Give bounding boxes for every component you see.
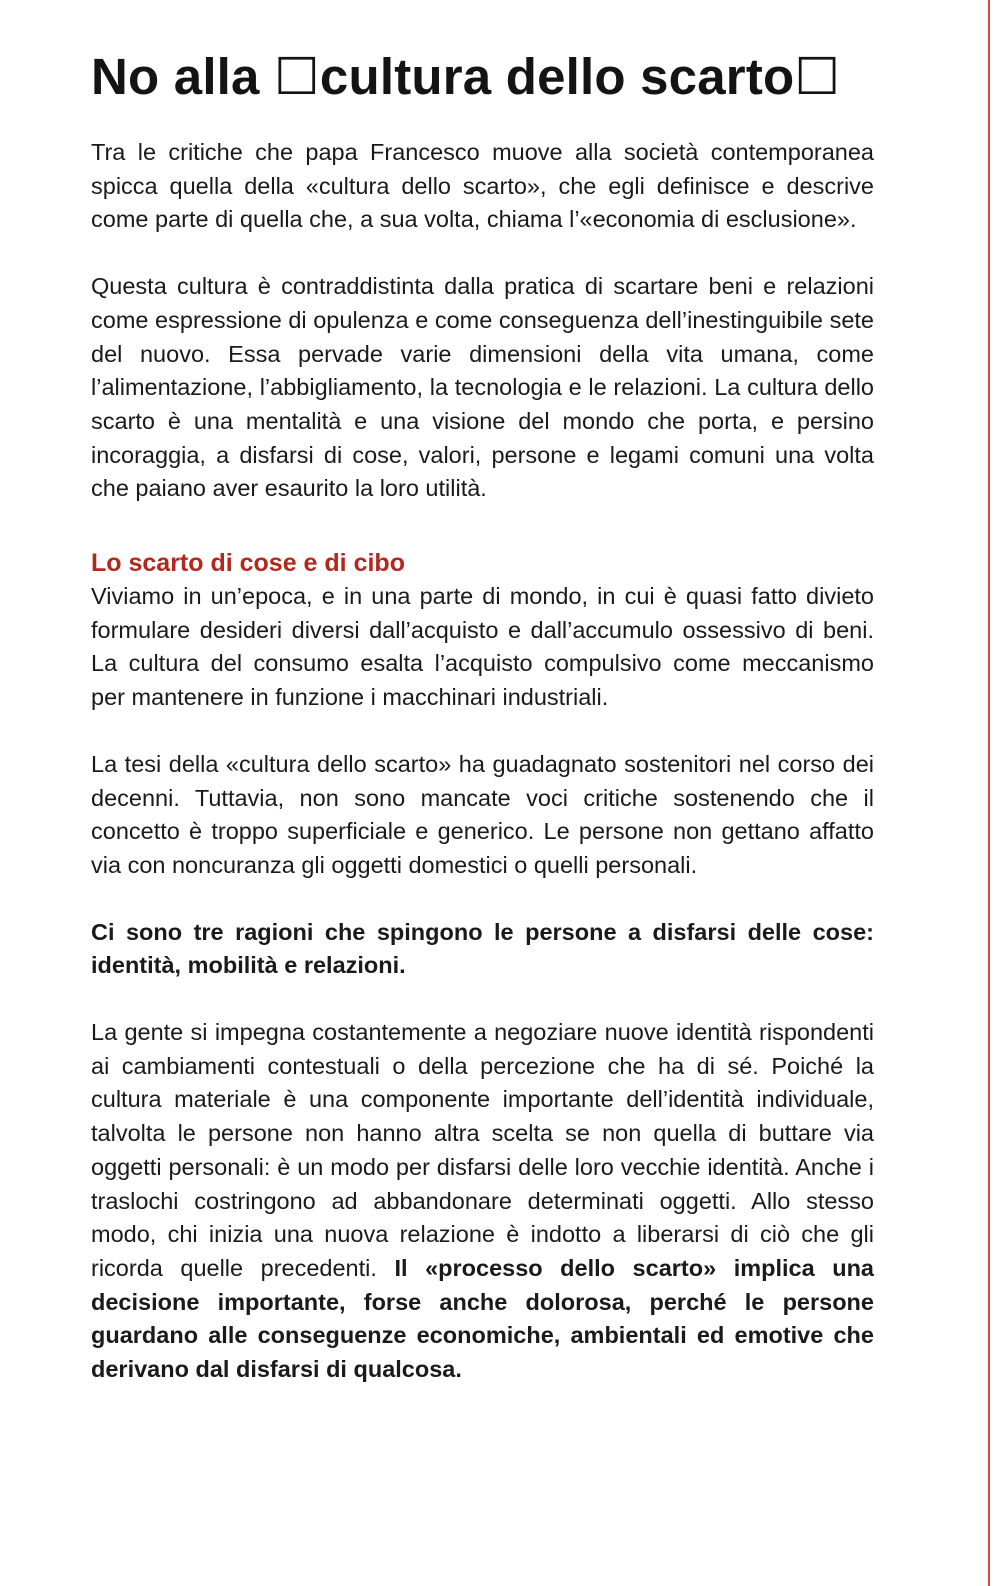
bold-statement: Ci sono tre ragioni che spingono le persone a disfarsi delle cose: identità, mobilità e relazioni. [91, 918, 874, 979]
intro-paragraph-2: Questa cultura è contraddistinta dalla pratica di scartare beni e relazioni come espressione di opulenza e come conseguenza dell’inestinguibile sete del nuovo. Essa pervade varie dimensioni della vita umana, come l’alimentazione, l’abbigliamento, la tecnologia e le relazioni. La cultura dello scarto è una mentalità e una visione del mondo che porta, e persino incoraggia, a disfarsi di cose, valori, persone e legami comuni una volta che paiano aver esaurito la loro utilità. [91, 273, 874, 502]
page-edge-rule [988, 0, 990, 1586]
final-paragraph-regular: La gente si impegna costantemente a negoziare nuove identità rispondenti ai cambiamenti contestuali o della percezione che ha di sé. Poiché la cultura materiale è una componente importante dell’identità individuale, talvolta le persone non hanno altra scelta se non quella di buttare via oggetti personali: è un modo per disfarsi delle loro vecchie identità. Anche i traslochi costringono ad abbandonare determinati oggetti. Allo stesso modo, chi inizia una nuova relazione è indotto a liberarsi di ciò che gli ricorda quelle precedenti. [91, 1019, 874, 1281]
intro-paragraph-1: Tra le critiche che papa Francesco muove alla società contemporanea spicca quella della «cultura dello scarto», che egli definisce e descrive come parte di quella che, a sua volta, chiama l’«economia di esclusione». [91, 139, 874, 233]
article-title: No alla ☐cultura dello scarto☐ [91, 48, 841, 105]
section-paragraph-2: La tesi della «cultura dello scarto» ha guadagnato sostenitori nel corso dei decenni. Tuttavia, non sono mancate voci critiche sostenendo che il concetto è troppo superficiale e generico. Le persone non gettano affatto via con noncuranza gli oggetti domestici o quelli personali. [91, 750, 874, 878]
final-paragraph-bold: Il «processo dello scarto» implica una decisione importante, forse anche dolorosa, perché le persone guardano alle conseguenze economiche, ambientali ed emotive che derivano dal disfarsi di qualcosa. [91, 1254, 874, 1383]
article-body [91, 46, 874, 1387]
section-heading: Lo scarto di cose e di cibo [91, 549, 405, 578]
section-paragraph-1: Viviamo in un’epoca, e in una parte di mondo, in cui è quasi fatto divieto formulare desideri diversi dall’acquisto e dall’accumulo ossessivo di beni. La cultura del consumo esalta l’acquisto compulsivo come meccanismo per mantenere in funzione i macchinari industriali. [91, 583, 874, 711]
final-paragraph [91, 1016, 874, 1387]
